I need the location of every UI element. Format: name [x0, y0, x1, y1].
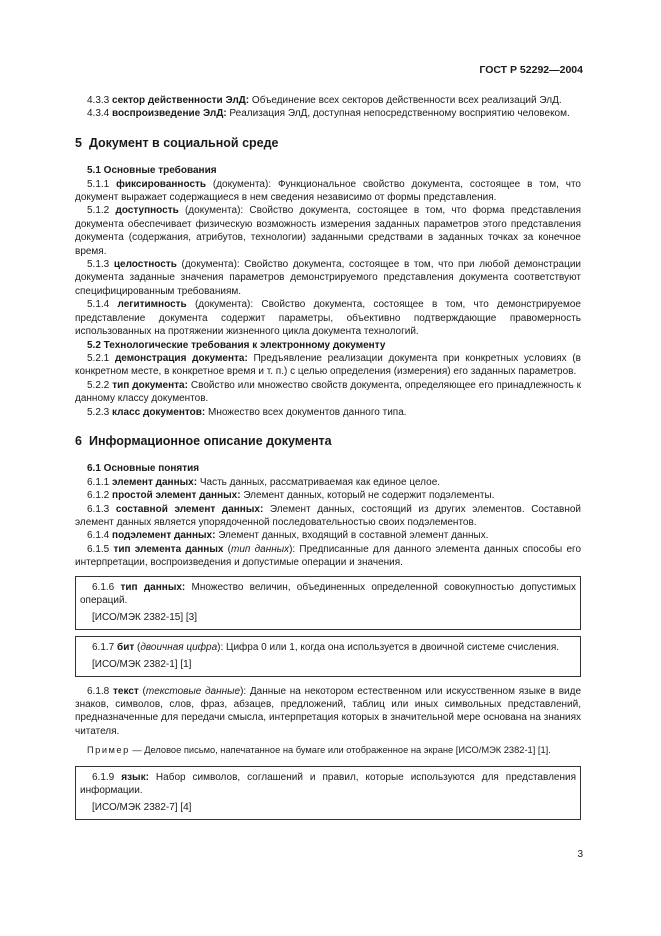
standard-header: ГОСТ Р 52292—2004: [479, 64, 583, 76]
clause-6-1-2: 6.1.2 простой элемент данных: Элемент данных, который не содержит подэлементы.: [87, 490, 495, 502]
section-5-heading: 5 Документ в социальной среде: [75, 135, 279, 150]
boxed-definition-6-1-7: [75, 636, 581, 677]
clause-6-1-3: 6.1.3 составной элемент данных: Элемент данных, состоящий из других элементов. Составной элемент данных является упорядоченной последовательностью своих подэлементов.: [75, 503, 581, 528]
clause-5-1-1: 5.1.1 фиксированность (документа): Функциональное свойство документа, состоящее в том, что документ выражает содержащиеся в нем сведения независимо от формы представления.: [75, 178, 581, 204]
source-reference: [ИСО/МЭК 2382-7] [4]: [92, 802, 192, 814]
clause-6-1-4: 6.1.4 подэлемент данных: Элемент данных, входящий в составной элемент данных.: [87, 530, 489, 542]
subsection-5-2-heading: 5.2 Технологические требования к электронному документу: [87, 339, 386, 351]
clause-6-1-9: 6.1.9 язык: Набор символов, соглашений и правил, которые используются для представления информации.: [80, 771, 576, 797]
clause-5-2-1: 5.2.1 демонстрация документа: Предъявление реализации документа при конкретных условиях (в конкретном месте, в конкретное время и т. п.) с целью определения (измерения) его заданных параметров.: [75, 352, 581, 378]
clause-6-1-5: 6.1.5 тип элемента данных (тип данных): Предписанные для данного элемента данных способы его интерпретации, воспроизведения и допустимые операции и значения.: [75, 543, 581, 569]
section-6-heading: 6 Информационное описание документа: [75, 433, 332, 448]
source-reference: [ИСО/МЭК 2382-15] [3]: [92, 612, 198, 624]
clause-6-1-6: 6.1.6 тип данных: Множество величин, объединенных определенной совокупностью допустимых операций.: [80, 581, 576, 606]
boxed-definition-6-1-6: [75, 576, 581, 630]
clause-5-1-2: 5.1.2 доступность (документа): Свойство документа, состоящее в том, что форма представления документа обеспечивает физическую возможность измерения заданных параметров этого представления документа (содержания, атрибутов, технологии) заданными средствами в заданных точках за конечное время.: [75, 205, 582, 257]
clause-4-3-3: 4.3.3 сектор действенности ЭлД: Объединение всех секторов действенности всех реализаций ЭлД.: [87, 95, 562, 106]
page-number: 3: [577, 849, 583, 860]
subsection-5-1-heading: 5.1 Основные требования: [87, 165, 217, 177]
clause-5-2-3: 5.2.3 класс документов: Множество всех документов данного типа.: [87, 406, 407, 418]
clause-4-3-4: 4.3.4 воспроизведение ЭлД: Реализация ЭлД, доступная непосредственному восприятию человеком.: [87, 108, 570, 120]
boxed-definition-6-1-9: [75, 766, 581, 820]
clause-6-1-7: 6.1.7 бит (двоичная цифра): Цифра 0 или 1, когда она используется в двоичной системе счисления.: [92, 641, 560, 653]
clause-6-1-1: 6.1.1 элемент данных: Часть данных, рассматриваемая как единое целое.: [87, 476, 441, 488]
source-reference: [ИСО/МЭК 2382-1] [1]: [92, 659, 192, 671]
subsection-6-1-heading: 6.1 Основные понятия: [87, 463, 200, 475]
clause-5-2-2: 5.2.2 тип документа: Свойство или множество свойств документа, определяющее его принадлежность к данному классу документов.: [75, 379, 581, 405]
clause-5-1-3: 5.1.3 целостность (документа): Свойство документа, состоящее в том, что при любой демонстрации документа заданные значения параметров демонстрируемого представления документа соответствуют специфицированным требованиям.: [75, 259, 581, 297]
document-body: [75, 94, 581, 820]
clause-6-1-8: 6.1.8 текст (текстовые данные): Данные на некотором естественном или искусственном языке в виде знаков, символов, слов, фраз, абзацев, предложений, таблиц или иных символьных представлений, предназначенные для передачи смысла, интерпретация которых в значительной мере основана на знаниях читателя.: [75, 685, 582, 737]
example-note: Пример — Деловое письмо, напечатанное на бумаге или отображенное на экране [ИСО/МЭК 2382-1] [1].: [87, 745, 551, 756]
clause-5-1-4: 5.1.4 легитимность (документа): Свойство документа, состоящее в том, что демонстрируемое представление документа содержит параметры, объективно подтверждающие правомерность использованных на протяжении жизненного цикла документа технологий.: [75, 299, 581, 338]
